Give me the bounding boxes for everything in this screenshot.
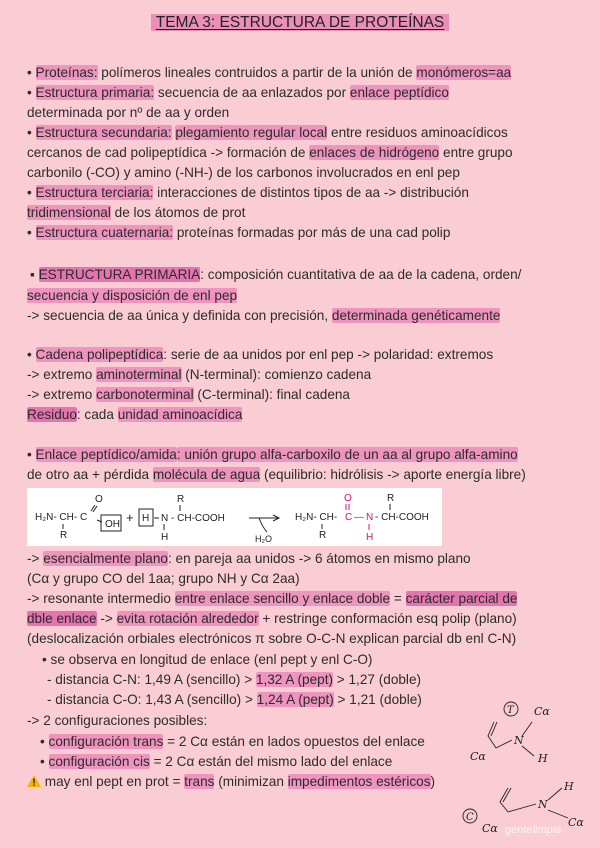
line-estructura-secundaria: • Estructura secundaria: plegamiento regular local entre residuos aminoacídicos	[27, 124, 508, 142]
warning-icon	[27, 775, 41, 787]
line-carbonilo: carbonilo (-CO) y amino (-NH-) de los carbonos involucrados en enl pep	[27, 165, 460, 180]
line-configuraciones: -> 2 configuraciones posibles:	[27, 713, 208, 728]
left-o-label: O	[95, 494, 103, 505]
line-dble-enlace: dble enlace -> evita rotación alrededor + restringe conformación esq polip (plano)	[27, 611, 517, 626]
line-longitud-enlace: • se observa en longitud de enlace (enl pept y enl C-O)	[42, 652, 373, 667]
line-distancia-cn: - distancia C-N: 1,49 A (sencillo) > 1,32 A (pept) > 1,27 (doble)	[47, 672, 422, 687]
right-h-label: H	[366, 532, 374, 543]
line-config-cis: • configuración cis = 2 Cα están del mismo lado del enlace	[40, 754, 393, 769]
line-otro-aa: de otro aa + pérdida molécula de agua (equilibrio: hidrólisis -> aporte energía libre)	[27, 467, 526, 482]
hand-calpha-2: Cα	[470, 750, 486, 763]
line-estructura-primaria-heading: ▪ ESTRUCTURA PRIMARIA: composición cuantitativa de aa de la cadena, orden/	[30, 267, 522, 282]
hand-cis-c: C	[466, 812, 474, 823]
line-carbonoterminal: -> extremo carbonoterminal (C-terminal): final cadena	[27, 387, 350, 402]
right-c-label: C	[345, 512, 353, 523]
hand-calpha-3: Cα	[568, 816, 584, 829]
plus-sign: +	[126, 510, 134, 525]
line-esencialmente-plano: -> esencialmente plano: en pareja aa unidos -> 6 átomos en mismo plano	[27, 551, 471, 566]
line-determinada: determinada por nº de aa y orden	[27, 105, 230, 120]
line-tridimensional: tridimensional de los átomos de prot	[27, 205, 246, 220]
right-o-label: O	[344, 493, 352, 504]
hand-h-1: H	[538, 752, 548, 765]
line-config-trans: • configuración trans = 2 Cα están en lados opuestos del enlace	[40, 734, 425, 749]
hand-trans-t: T	[507, 705, 514, 716]
right-dash: —	[354, 512, 364, 523]
right-amine-label: H₂N- CH-	[295, 512, 338, 523]
line-resonante: -> resonante intermedio entre enlace sencillo y enlace doble = carácter parcial de	[27, 591, 518, 606]
hand-calpha-4: Cα	[482, 822, 498, 835]
line-enlace-peptidico: • Enlace peptídico/amida: unión grupo alfa-carboxilo de un aa al grupo alfa-amino	[27, 446, 518, 464]
line-residuo: Residuo: cada unidad aminoacídica	[27, 407, 243, 422]
line-secuencia: secuencia y disposición de enl pep	[27, 288, 238, 303]
line-estructura-terciaria: • Estructura terciaria: interacciones de distintos tipos de aa -> distribución	[27, 184, 469, 202]
line-may-enl-pept: may enl pept en prot = trans (minimizan impedimentos estéricos)	[27, 773, 435, 791]
line-aminoterminal: -> extremo aminoterminal (N-terminal): comienzo cadena	[27, 367, 372, 382]
line-distancia-co: - distancia C-O: 1,43 A (sencillo) > 1,24 A (pept) > 1,21 (doble)	[47, 692, 422, 707]
left-r-label: R	[60, 530, 68, 541]
hand-n-1: N	[514, 734, 524, 747]
line-deslocalizacion: (deslocalización orbiales electrónicos π sobre O-C-N explican parcial db enl C-N)	[27, 631, 517, 646]
water-label: H₂O	[255, 534, 272, 544]
line-estructura-primaria: • Estructura primaria: secuencia de aa enlazados por enlace peptídico	[27, 84, 449, 102]
line-cadena-polipeptidica: • Cadena polipeptídica: serie de aa unidos por enl pep -> polaridad: extremos	[27, 346, 493, 364]
middle-r-label: R	[177, 494, 185, 505]
watermark: gentelimpia	[505, 824, 562, 836]
hand-n-2: N	[538, 798, 548, 811]
hand-calpha-1: Cα	[534, 705, 550, 718]
right-n-label: N	[366, 512, 374, 523]
h-box-label: H	[142, 513, 150, 524]
line-calfa: (Cα y grupo CO del 1aa; grupo NH y Cα 2aa)	[27, 571, 300, 586]
left-amine-label: H₂N- CH- C	[35, 512, 88, 523]
middle-n-label: N - CH-COOH	[161, 513, 225, 524]
line-secuencia-unica: -> secuencia de aa única y definida con precisión, determinada genéticamente	[27, 308, 501, 323]
handwritten-trans-cis-sketch	[450, 700, 595, 840]
line-cercanos: cercanos de cad polipeptídica -> formación de enlaces de hidrógeno entre grupo	[27, 145, 513, 160]
peptide-reaction-diagram	[27, 488, 442, 546]
line-estructura-cuaternaria: • Estructura cuaternaria: proteínas formadas por más de una cad polip	[27, 224, 450, 242]
right-tail-label: - CH-COOH	[375, 512, 429, 523]
page-title: TEMA 3: ESTRUCTURA DE PROTEÍNAS	[0, 14, 600, 32]
left-oh-label: OH	[105, 519, 120, 530]
right-r-label: R	[319, 530, 327, 541]
line-proteinas: • Proteínas: polímeros lineales contruidos a partir de la unión de monómeros=aa	[27, 64, 511, 82]
hand-h-2: H	[564, 780, 574, 793]
right-r2-label: R	[387, 493, 395, 504]
middle-h-label: H	[161, 532, 169, 543]
